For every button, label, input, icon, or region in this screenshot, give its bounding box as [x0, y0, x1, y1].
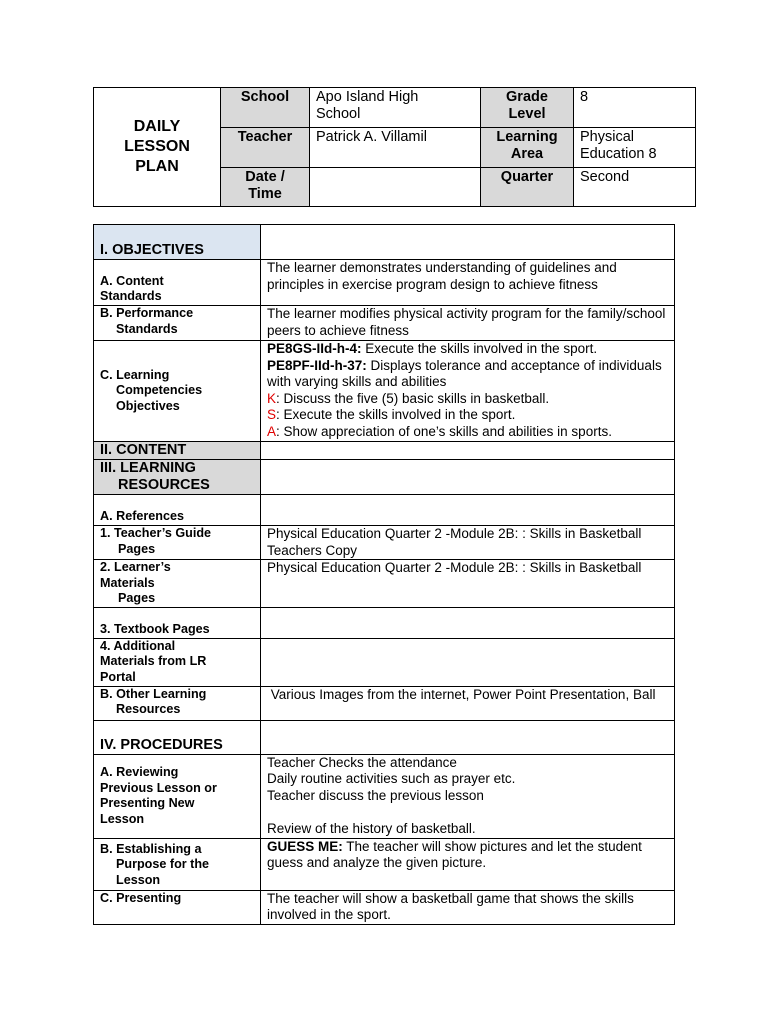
school-label: School [221, 88, 310, 128]
learning-area-value: Physical Education 8 [574, 128, 696, 168]
textbook-pages-label: 3. Textbook Pages [94, 607, 261, 638]
learning-competencies-label: C. Learning Competencies Objectives [94, 341, 261, 442]
document-title: DAILY LESSON PLAN [94, 88, 221, 207]
teacher-value: Patrick A. Villamil [310, 128, 481, 168]
additional-materials-label: 4. Additional Materials from LR Portal [94, 638, 261, 686]
references-label: A. References [94, 495, 261, 526]
learners-materials-text: Physical Education Quarter 2 -Module 2B: : Skills in Basketball [261, 560, 675, 608]
quarter-label: Quarter [481, 168, 574, 207]
school-value: Apo Island High School [310, 88, 481, 128]
grade-level-label: Grade Level [481, 88, 574, 128]
a-objective-letter: A [267, 423, 277, 439]
other-resources-label: B. Other Learning Resources [94, 686, 261, 720]
performance-standards-text: The learner modifies physical activity program for the family/school peers to achieve fitness [261, 306, 675, 341]
reviewing-text: Teacher Checks the attendance Daily routine activities such as prayer etc. Teacher discuss the previous lesson Review of the history of basketball. [261, 754, 675, 838]
lesson-plan-table [93, 224, 675, 925]
learning-area-label: Learning Area [481, 128, 574, 168]
learners-materials-label: 2. Learner’s Materials Pages [94, 560, 261, 608]
learning-resources-heading: III. LEARNING RESOURCES [94, 460, 261, 495]
other-resources-text: Various Images from the internet, Power Point Presentation, Ball [261, 686, 675, 720]
grade-level-value: 8 [574, 88, 696, 128]
competency-code-1: PE8GS-IId-h-4: [267, 341, 362, 356]
reviewing-label: A. Reviewing Previous Lesson or Presenting New Lesson [94, 754, 261, 838]
performance-standards-label: B. Performance Standards [94, 306, 261, 341]
teacher-label: Teacher [221, 128, 310, 168]
establishing-purpose-text: GUESS ME: The teacher will show pictures and let the student guess and analyze the given picture. [261, 838, 675, 890]
learning-competencies-text: PE8GS-IId-h-4: Execute the skills involved in the sport. PE8PF-IId-h-37: Displays tolerance and acceptance of individuals with varying skills and abilities K: Discuss the five (5) basic skills in basketball. S: Execute the skills involved in the sport. A: Show appreciation of one’s skills and abilities in sports. [261, 341, 675, 442]
procedures-heading: IV. PROCEDURES [94, 720, 261, 754]
presenting-label: C. Presenting [94, 890, 261, 924]
content-heading: II. CONTENT [94, 442, 261, 460]
presenting-text: The teacher will show a basketball game that shows the skills involved in the sport. [261, 890, 675, 924]
establishing-purpose-label: B. Establishing a Purpose for the Lesson [94, 838, 261, 890]
teachers-guide-label: 1. Teacher’s Guide Pages [94, 526, 261, 560]
guess-me-label: GUESS ME: [267, 838, 343, 854]
date-time-label: Date / Time [221, 168, 310, 207]
header-table [93, 87, 696, 207]
quarter-value: Second [574, 168, 696, 207]
content-standards-label: A. Content Standards [94, 260, 261, 306]
content-standards-text: The learner demonstrates understanding of guidelines and principles in exercise program design to achieve fitness [261, 260, 675, 306]
competency-code-2: PE8PF-IId-h-37: [267, 357, 367, 373]
s-objective-letter: S [267, 407, 277, 422]
k-objective-letter: K [267, 390, 277, 406]
date-time-value [310, 168, 481, 207]
objectives-heading: I. OBJECTIVES [94, 225, 261, 260]
teachers-guide-text: Physical Education Quarter 2 -Module 2B: : Skills in Basketball Teachers Copy [261, 526, 675, 560]
